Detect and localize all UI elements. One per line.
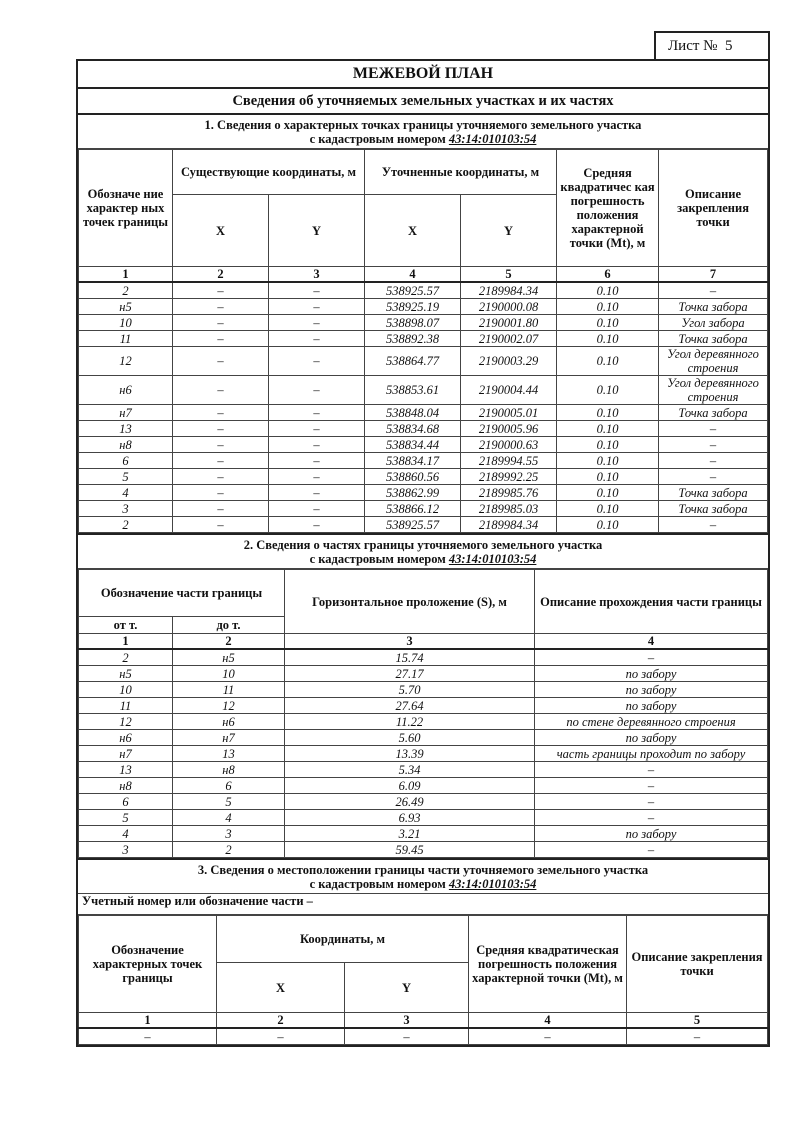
table-row [79, 714, 768, 730]
horizontal-length: 5.70 [285, 682, 535, 698]
to-point: н7 [173, 730, 285, 746]
refined-x: 538925.57 [365, 282, 461, 299]
table-row [79, 315, 768, 331]
point-id: 2 [79, 517, 173, 533]
point-id: 10 [79, 315, 173, 331]
refined-x: 538834.68 [365, 421, 461, 437]
section1-heading [78, 115, 768, 149]
table-row [79, 282, 768, 299]
refined-y: 2189992.25 [461, 469, 557, 485]
existing-y: – [269, 331, 365, 347]
pass-description: – [535, 842, 768, 858]
refined-y: 2190004.44 [461, 376, 557, 405]
existing-y: – [269, 376, 365, 405]
section1-rows [79, 282, 768, 533]
point-id: н5 [79, 299, 173, 315]
table-row [79, 730, 768, 746]
refined-y: 2190002.07 [461, 331, 557, 347]
point-id: 3 [79, 501, 173, 517]
pass-description: по забору [535, 826, 768, 842]
pass-description: по стене деревянного строения [535, 714, 768, 730]
to-point: 10 [173, 666, 285, 682]
col-refined-coords: Уточненные координаты, м [365, 150, 557, 195]
point-description: – [659, 517, 768, 533]
from-point: 6 [79, 794, 173, 810]
refined-y: 2190005.01 [461, 405, 557, 421]
mean-error: 0.10 [557, 376, 659, 405]
point-id: 5 [79, 469, 173, 485]
table-row [79, 421, 768, 437]
existing-x: – [173, 299, 269, 315]
pass-description: – [535, 649, 768, 666]
pass-description: по забору [535, 698, 768, 714]
mean-error: 0.10 [557, 501, 659, 517]
table-row [79, 299, 768, 315]
point-description: Угол деревянного строения [659, 376, 768, 405]
point-id: 11 [79, 331, 173, 347]
table-row [79, 698, 768, 714]
pass-description: по забору [535, 666, 768, 682]
table-row [79, 469, 768, 485]
col-designation: Обозначе ние характер ных точек границы [79, 150, 173, 267]
point-description: Угол деревянного строения [659, 347, 768, 376]
horizontal-length: 13.39 [285, 746, 535, 762]
existing-x: – [173, 376, 269, 405]
col-number: 4 [469, 1013, 627, 1029]
refined-y: 2189984.34 [461, 282, 557, 299]
to-point: 13 [173, 746, 285, 762]
table-row [79, 778, 768, 794]
point-id: н8 [79, 437, 173, 453]
section3-location-table [78, 915, 768, 1045]
point-id: 2 [79, 282, 173, 299]
refined-x: 538898.07 [365, 315, 461, 331]
to-point: н6 [173, 714, 285, 730]
to-point: 3 [173, 826, 285, 842]
sheet-label: Лист № [668, 38, 718, 54]
horizontal-length: 3.21 [285, 826, 535, 842]
table-row [79, 376, 768, 405]
col-existing-x: X [173, 195, 269, 267]
existing-x: – [173, 501, 269, 517]
point-description: Точка забора [659, 485, 768, 501]
existing-x: – [173, 331, 269, 347]
point-id: 13 [79, 421, 173, 437]
col-number: 7 [659, 267, 768, 283]
section1-points-table [78, 149, 768, 533]
coord-x: – [217, 1028, 345, 1045]
col-pass-description: Описание прохождения части границы [535, 570, 768, 634]
col-number: 3 [285, 634, 535, 650]
refined-x: 538834.44 [365, 437, 461, 453]
mean-error: 0.10 [557, 299, 659, 315]
from-point: 2 [79, 649, 173, 666]
col-number: 2 [217, 1013, 345, 1029]
from-point: 10 [79, 682, 173, 698]
pass-description: – [535, 810, 768, 826]
section3-heading [78, 858, 768, 894]
table-row [79, 453, 768, 469]
table-row [79, 485, 768, 501]
section2-cadastral-number: 43:14:010103:54 [448, 552, 537, 566]
existing-x: – [173, 421, 269, 437]
from-point: 13 [79, 762, 173, 778]
point-description: – [659, 421, 768, 437]
pass-description: по забору [535, 730, 768, 746]
column-number-row [79, 634, 768, 650]
col-description: Описание закрепления точки [627, 916, 768, 1013]
point-description: – [659, 453, 768, 469]
point-id: – [79, 1028, 217, 1045]
column-number-row [79, 1013, 768, 1029]
existing-x: – [173, 437, 269, 453]
mean-error: 0.10 [557, 437, 659, 453]
col-number: 1 [79, 1013, 217, 1029]
point-id: 12 [79, 347, 173, 376]
point-id: 4 [79, 485, 173, 501]
col-refined-x: X [365, 195, 461, 267]
point-description: – [659, 437, 768, 453]
to-point: н5 [173, 649, 285, 666]
from-point: 4 [79, 826, 173, 842]
existing-y: – [269, 282, 365, 299]
point-description: Точка забора [659, 501, 768, 517]
existing-y: – [269, 405, 365, 421]
table-row [79, 517, 768, 533]
pass-description: – [535, 778, 768, 794]
col-mean-error: Средняя квадратичес кая погрешность положения характерной точки (Mt), м [557, 150, 659, 267]
table-row [79, 842, 768, 858]
col-from-point: от т. [79, 617, 173, 634]
existing-x: – [173, 469, 269, 485]
section1-title: 1. Сведения о характерных точках границы уточняемого земельного участка [204, 118, 642, 132]
col-number: 1 [79, 634, 173, 650]
refined-y: 2189984.34 [461, 517, 557, 533]
section2-title: 2. Сведения о частях границы уточняемого земельного участка [243, 538, 603, 552]
refined-y: 2189985.03 [461, 501, 557, 517]
refined-x: 538834.17 [365, 453, 461, 469]
col-existing-coords: Существующие координаты, м [173, 150, 365, 195]
refined-x: 538848.04 [365, 405, 461, 421]
to-point: 11 [173, 682, 285, 698]
col-y: Y [345, 963, 469, 1013]
pass-description: часть границы проходит по забору [535, 746, 768, 762]
col-coordinates: Координаты, м [217, 916, 469, 963]
point-id: 6 [79, 453, 173, 469]
mean-error: – [469, 1028, 627, 1045]
col-number: 5 [461, 267, 557, 283]
refined-x: 538892.38 [365, 331, 461, 347]
coord-y: – [345, 1028, 469, 1045]
point-description: – [659, 282, 768, 299]
horizontal-length: 59.45 [285, 842, 535, 858]
col-mean-error: Средняя квадратическая погрешность положения характерной точки (Mt), м [469, 916, 627, 1013]
table-row [79, 826, 768, 842]
to-point: 12 [173, 698, 285, 714]
col-number: 3 [269, 267, 365, 283]
to-point: 6 [173, 778, 285, 794]
col-number: 1 [79, 267, 173, 283]
point-id: н7 [79, 405, 173, 421]
table-row [79, 649, 768, 666]
existing-y: – [269, 469, 365, 485]
refined-y: 2189994.55 [461, 453, 557, 469]
pass-description: – [535, 794, 768, 810]
mean-error: 0.10 [557, 315, 659, 331]
mean-error: 0.10 [557, 405, 659, 421]
boundary-plan-document [76, 59, 770, 1047]
point-description: Точка забора [659, 331, 768, 347]
refined-y: 2190001.80 [461, 315, 557, 331]
existing-y: – [269, 437, 365, 453]
point-description: Точка забора [659, 405, 768, 421]
table-row [79, 331, 768, 347]
from-point: 12 [79, 714, 173, 730]
refined-x: 538862.99 [365, 485, 461, 501]
table-row [79, 405, 768, 421]
horizontal-length: 5.60 [285, 730, 535, 746]
col-number: 3 [345, 1013, 469, 1029]
section3-rows [79, 1028, 768, 1045]
existing-y: – [269, 299, 365, 315]
col-number: 6 [557, 267, 659, 283]
refined-x: 538860.56 [365, 469, 461, 485]
to-point: 5 [173, 794, 285, 810]
existing-x: – [173, 347, 269, 376]
existing-x: – [173, 485, 269, 501]
col-description: Описание закрепления точки [659, 150, 768, 267]
table-row [79, 746, 768, 762]
col-part-designation: Обозначение части границы [79, 570, 285, 617]
point-description: – [659, 469, 768, 485]
col-existing-y: Y [269, 195, 365, 267]
to-point: 2 [173, 842, 285, 858]
refined-y: 2190005.96 [461, 421, 557, 437]
refined-y: 2190000.08 [461, 299, 557, 315]
section3-cadastral-number: 43:14:010103:54 [448, 877, 537, 891]
mean-error: 0.10 [557, 347, 659, 376]
to-point: 4 [173, 810, 285, 826]
from-point: 5 [79, 810, 173, 826]
existing-x: – [173, 282, 269, 299]
col-number: 4 [535, 634, 768, 650]
refined-x: 538866.12 [365, 501, 461, 517]
section2-parts-table [78, 569, 768, 858]
refined-y: 2190003.29 [461, 347, 557, 376]
col-to-point: до т. [173, 617, 285, 634]
section3-title: 3. Сведения о местоположении границы части уточняемого земельного участка [197, 863, 649, 877]
mean-error: 0.10 [557, 469, 659, 485]
mean-error: 0.10 [557, 282, 659, 299]
refined-x: 538925.19 [365, 299, 461, 315]
existing-y: – [269, 501, 365, 517]
col-number: 2 [173, 267, 269, 283]
to-point: н8 [173, 762, 285, 778]
refined-y: 2189985.76 [461, 485, 557, 501]
section1-cad-prefix: с кадастровым номером [309, 132, 449, 146]
from-point: н6 [79, 730, 173, 746]
from-point: н7 [79, 746, 173, 762]
table-row [79, 437, 768, 453]
col-x: X [217, 963, 345, 1013]
column-number-row [79, 267, 768, 283]
horizontal-length: 6.09 [285, 778, 535, 794]
existing-y: – [269, 315, 365, 331]
existing-y: – [269, 421, 365, 437]
from-point: н8 [79, 778, 173, 794]
existing-y: – [269, 517, 365, 533]
document-title: МЕЖЕВОЙ ПЛАН [78, 61, 768, 89]
mean-error: 0.10 [557, 421, 659, 437]
col-number: 4 [365, 267, 461, 283]
mean-error: 0.10 [557, 517, 659, 533]
from-point: 3 [79, 842, 173, 858]
existing-x: – [173, 315, 269, 331]
col-refined-y: Y [461, 195, 557, 267]
table-row [79, 347, 768, 376]
table-row [79, 666, 768, 682]
existing-y: – [269, 347, 365, 376]
table-row [79, 1028, 768, 1045]
horizontal-length: 27.17 [285, 666, 535, 682]
horizontal-length: 6.93 [285, 810, 535, 826]
from-point: н5 [79, 666, 173, 682]
col-designation: Обозначение характерных точек границы [79, 916, 217, 1013]
horizontal-length: 11.22 [285, 714, 535, 730]
existing-x: – [173, 405, 269, 421]
table-row [79, 810, 768, 826]
point-description: – [627, 1028, 768, 1045]
existing-y: – [269, 485, 365, 501]
horizontal-length: 15.74 [285, 649, 535, 666]
refined-x: 538853.61 [365, 376, 461, 405]
table-row [79, 501, 768, 517]
existing-x: – [173, 453, 269, 469]
refined-y: 2190000.63 [461, 437, 557, 453]
pass-description: по забору [535, 682, 768, 698]
account-number-label: Учетный номер или обозначение части – [78, 894, 768, 915]
mean-error: 0.10 [557, 453, 659, 469]
refined-x: 538925.57 [365, 517, 461, 533]
horizontal-length: 5.34 [285, 762, 535, 778]
point-id: н6 [79, 376, 173, 405]
section3-cad-prefix: с кадастровым номером [309, 877, 449, 891]
sheet-number-box [654, 31, 770, 59]
section1-cadastral-number: 43:14:010103:54 [448, 132, 537, 146]
horizontal-length: 27.64 [285, 698, 535, 714]
col-horizontal-length: Горизонтальное проложение (S), м [285, 570, 535, 634]
section2-heading [78, 533, 768, 569]
pass-description: – [535, 762, 768, 778]
mean-error: 0.10 [557, 331, 659, 347]
table-row [79, 794, 768, 810]
document-subtitle: Сведения об уточняемых земельных участках и их частях [78, 89, 768, 115]
horizontal-length: 26.49 [285, 794, 535, 810]
table-row [79, 762, 768, 778]
existing-x: – [173, 517, 269, 533]
existing-y: – [269, 453, 365, 469]
mean-error: 0.10 [557, 485, 659, 501]
from-point: 11 [79, 698, 173, 714]
col-number: 5 [627, 1013, 768, 1029]
sheet-number: 5 [724, 38, 733, 54]
section2-cad-prefix: с кадастровым номером [309, 552, 449, 566]
table-row [79, 682, 768, 698]
refined-x: 538864.77 [365, 347, 461, 376]
point-description: Угол забора [659, 315, 768, 331]
point-description: Точка забора [659, 299, 768, 315]
section2-rows [79, 649, 768, 858]
col-number: 2 [173, 634, 285, 650]
